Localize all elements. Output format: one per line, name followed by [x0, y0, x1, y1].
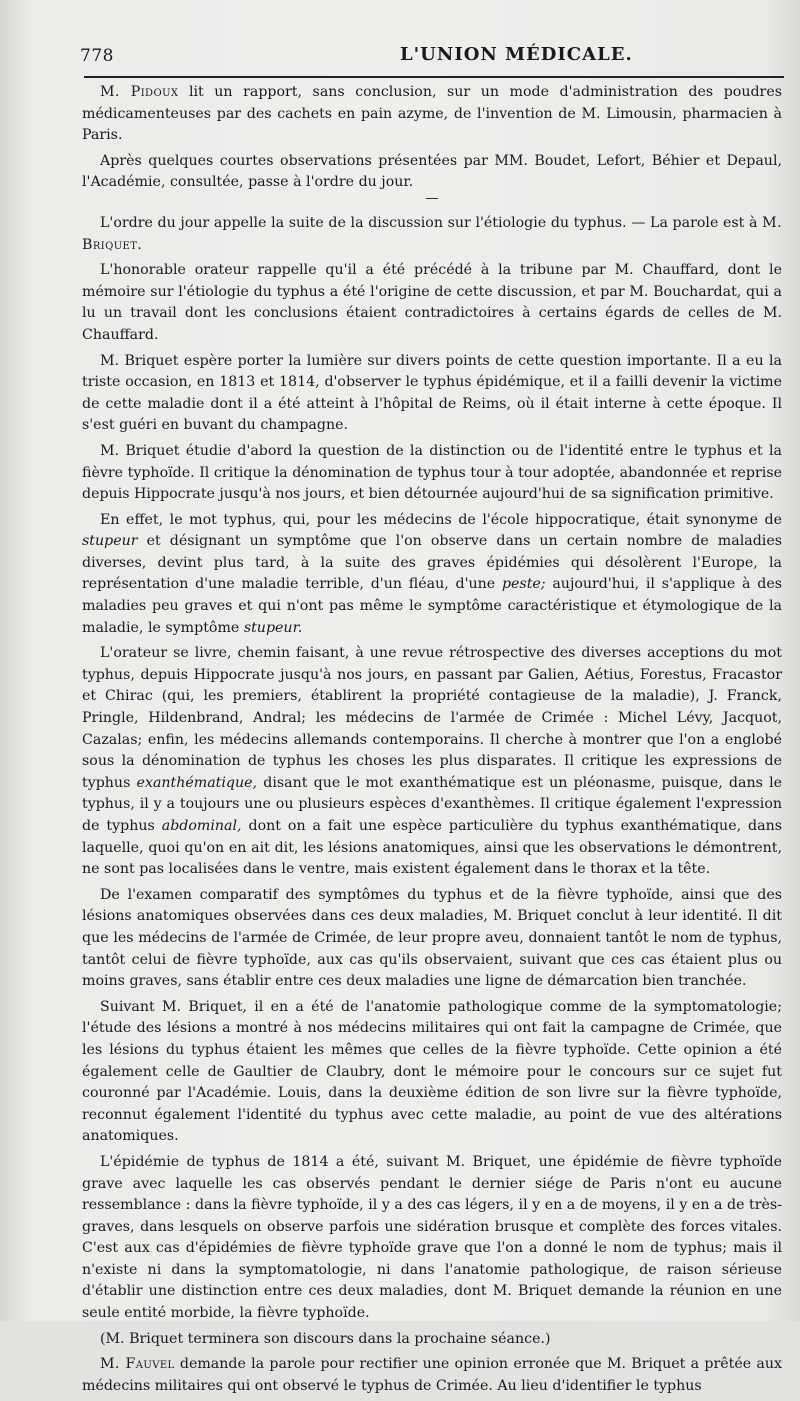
paragraph-text: L'honorable orateur rappelle qu'il a été précédé à la tribune par M. Chauffard, dont le mémoire sur l'étiologie du typhus a été l'origine de cette discussion, et par M. Bouchardat, qui a lu un travail dont les conclusions étaient contradictoires à certains égards de celles de M. Chauffard. [82, 262, 782, 343]
paragraph-orator [82, 260, 782, 346]
article-body [82, 82, 782, 1401]
paragraph-briquet-hopes [82, 351, 782, 437]
paragraph-next-session [82, 1329, 782, 1351]
paragraph-text: dont on a fait une espèce particulière du typhus exanthématique, dans laquelle, quoi qu'on en ait dit, les lésions anatomiques, ainsi que les observations le démontrent, ne sont pas localisées dans le ventre, mais existent également dans le thorax et la tête. [82, 818, 782, 878]
section-separator [426, 198, 438, 199]
paragraph-text: L'orateur se livre, chemin faisant, à une revue rétrospective des diverses acceptions du mot typhus, depuis Hippocrate jusqu'à nos jours, en passant par Galien, Aétius, Forestus, Fracastor et Chirac (qui, les premiers, établirent la propriété contagieuse de la maladie), J. Franck, Pringle, Hildenbrand, Andral; les médecins de l'armée de Crimée : Michel Lévy, Jacquot, Cazalas; enfin, les médecins allemands contemporains. Il cherche à montrer que l'on a englobé sous la dénomination de typhus les choses les plus disparates. Il critique les expressions de typhus [82, 645, 782, 791]
italic-term: stupeur [82, 533, 138, 550]
speaker-name: M. Pidoux [100, 84, 179, 100]
paragraph-epidemic-1814 [82, 1152, 782, 1325]
paragraph-text: (M. Briquet terminera son discours dans la prochaine séance.) [100, 1330, 551, 1347]
italic-term: abdominal, [161, 818, 242, 834]
paragraph-text: M. Briquet espère porter la lumière sur divers points de cette question importante. Il a eu la triste occasion, en 1813 et 1814, d'observer le typhus épidémique, et il a failli devenir la victime de cette maladie dont il a été atteint à l'hôpital de Reims, où il était interne à cette époque. Il s'est guéri en buvant du champagne. [82, 352, 782, 434]
speaker-name: M. Briquet. [82, 214, 782, 253]
paragraph-comparative-exam [82, 885, 782, 993]
paragraph-text: demande la parole pour rectifier une opinion erronée que M. Briquet a prêtée aux médecins militaires qui ont observé le typhus de Crimée. Au lieu d'identifier le typhus [82, 1356, 782, 1394]
speaker-name: M. Fauvel [100, 1356, 175, 1373]
paragraph-text: En effet, le mot typhus, qui, pour les médecins de l'école hippocratique, était synonyme de [100, 511, 782, 528]
paragraph-text: M. Briquet étudie d'abord la question de la distinction ou de l'identité entre le typhus et la fièvre typhoïde. Il critique la dénomination de typhus tour à tour adoptée, abandonnée et reprise depuis Hippocrate jusqu'à nos jours, et bien détournée aujourd'hui de sa signification primitive. [82, 442, 782, 503]
paragraph-pidoux [82, 82, 782, 147]
journal-title: L'UNION MÉDICALE. [400, 44, 633, 65]
header-rule [84, 76, 784, 78]
paragraph-en-effet [82, 510, 782, 640]
paragraph-text: Suivant M. Briquet, il en a été de l'anatomie pathologique comme de la symptomatologie; l'étude des lésions a montré à nos médecins militaires qui ont fait la campagne de Crimée, que les lésions du typhus étaient les mêmes que celles de la fièvre typhoïde. Cette opinion a été également celle de Gaultier de Claubry, dont le mémoire pour le concours sur ce sujet fut couronné par l'Académie. Louis, dans la deuxième édition de son livre sur la fièvre typhoïde, reconnut également l'identité du typhus avec cette maladie, au point de vue des altérations anatomiques. [82, 998, 782, 1145]
paragraph-fauvel [82, 1354, 782, 1397]
paragraph-text: et désignant un symptôme que l'on observe dans un certain nombre de maladies diverses, devint plus tard, à la suite des graves épidémies qui désolèrent l'Europe, la représentation d'une maladie terrible, d'un fléau, d'une [82, 533, 782, 593]
paragraph-distinction [82, 441, 782, 506]
paragraph-retrospective [82, 643, 782, 881]
italic-term: peste; [501, 576, 546, 593]
paragraph-text: L'épidémie de typhus de 1814 a été, suivant M. Briquet, une épidémie de fièvre typhoïde grave avec laquelle les cas observés pendant le dernier siége de Paris n'ont eu aucune ressemblance : dans la fièvre typhoïde, il y a des cas légers, il y en a de moyens, il y en a de très-graves, dans lesquels on observe parfois une sidération brusque et complète des forces vitales. C'est aux cas d'épidémies de fièvre typhoïde grave que l'on a donné le nom de typhus; mais il n'existe ni dans la symptomatologie, ni dans l'anatomie pathologique, de raison sérieuse d'établir une distinction entre ces deux maladies, dont M. Briquet demande la réunion en une seule entité morbide, la fièvre typhoïde. [82, 1153, 782, 1322]
page-header [80, 44, 770, 72]
paragraph-text: De l'examen comparatif des symptômes du typhus et de la fièvre typhoïde, ainsi que des lésions anatomiques observées dans ces deux maladies, M. Briquet conclut à leur identité. Il dit que les médecins de l'armée de Crimée, de leur propre aveu, donnaient tantôt le nom de typhus, tantôt celui de fièvre typhoïde, aux cas qu'ils observaient, suivant que ces cas étaient plus ou moins graves, sans établir entre ces deux maladies une ligne de démarcation bien tranchée. [82, 886, 782, 990]
italic-term: stupeur. [243, 619, 303, 636]
paragraph-text: disant que le mot exanthématique est un pléonasme, puisque, dans le typhus, il y a toujours une ou plusieurs espèces d'exanthèmes. Il critique également l'expression de typhus [82, 774, 782, 834]
paragraph-anatomy [82, 997, 782, 1148]
paragraph-text: Après quelques courtes observations présentées par MM. Boudet, Lefort, Béhier et Depaul, l'Académie, consultée, passe à l'ordre du jour. [82, 152, 782, 191]
italic-term: exanthématique, [136, 774, 258, 791]
paragraph-observations [82, 151, 782, 194]
page-number: 778 [80, 46, 114, 66]
paragraph-text: lit un rapport, sans conclusion, sur un mode d'administration des poudres médicamenteuses par des cachets en pain azyme, de l'invention de M. Limousin, pharmacien à Paris. [82, 84, 782, 144]
paragraph-order-of-day [82, 213, 782, 256]
paragraph-text: aujourd'hui, il s'applique à des maladies peu graves et qui n'ont pas même le symptôme caractéristique et étymologique de la maladie, le symptôme [82, 576, 782, 636]
paragraph-text: L'ordre du jour appelle la suite de la discussion sur l'étiologie du typhus. — La parole est à [100, 214, 763, 231]
